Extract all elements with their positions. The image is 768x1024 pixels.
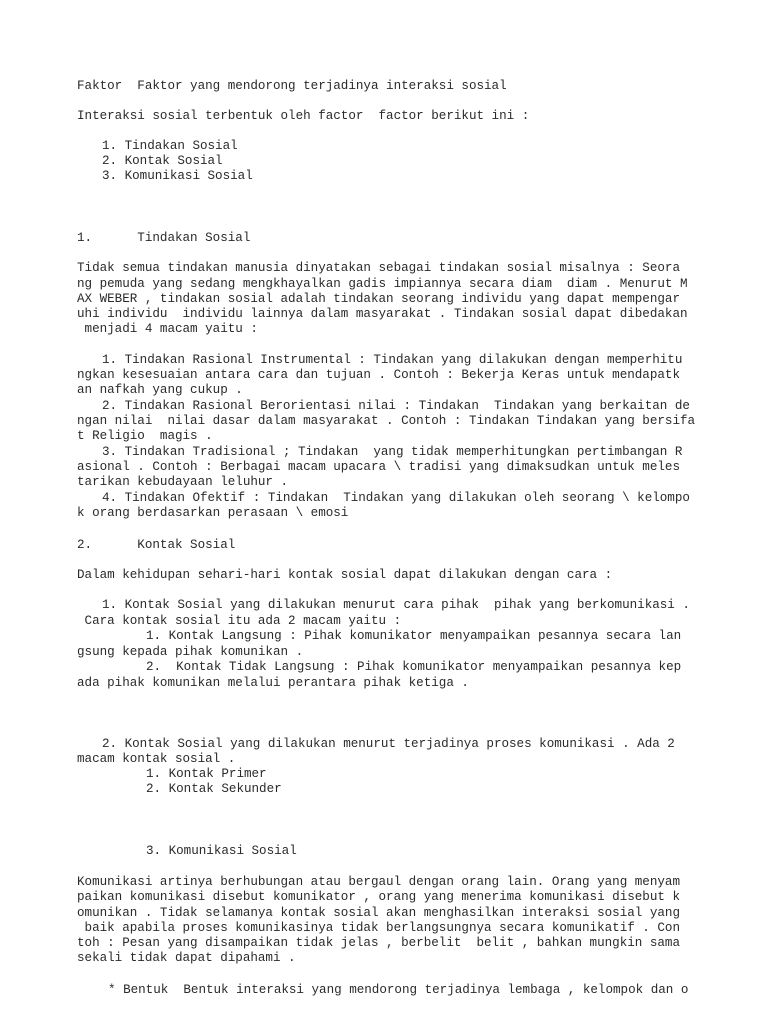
list-item-continued: an nafkah yang cukup . <box>77 383 243 397</box>
paragraph-line: menjadi 4 macam yaitu : <box>77 322 258 336</box>
list-item-continued: asional . Contoh : Berbagai macam upacara \ tradisi yang dimaksudkan untuk meles <box>77 460 680 474</box>
paragraph-line: Tidak semua tindakan manusia dinyatakan sebagai tindakan sosial misalnya : Seora <box>77 261 680 275</box>
section-heading: 2. Kontak Sosial <box>77 538 236 552</box>
paragraph-line: toh : Pesan yang disampaikan tidak jelas , berbelit belit , bahkan mungkin sama <box>77 936 680 950</box>
paragraph-line: uhi individu individu lainnya dalam masyarakat . Tindakan sosial dapat dibedakan <box>77 307 688 321</box>
paragraph-line: Dalam kehidupan sehari-hari kontak sosial dapat dilakukan dengan cara : <box>77 568 613 582</box>
sub-list-item: 1. Kontak Langsung : Pihak komunikator menyampaikan pesannya secara lan <box>146 629 682 643</box>
list-item-continued: macam kontak sosial . <box>77 752 236 766</box>
list-item: 3. Komunikasi Sosial <box>102 169 253 183</box>
list-item-continued: ngan nilai nilai dasar dalam masyarakat . Contoh : Tindakan Tindakan yang bersifa <box>77 414 696 428</box>
paragraph-line: ng pemuda yang sedang mengkhayalkan gadis impiannya secara diam diam . Menurut M <box>77 277 688 291</box>
sub-list-item: 2. Kontak Tidak Langsung : Pihak komunikator menyampaikan pesannya kep <box>146 660 682 674</box>
intro-text: Interaksi sosial terbentuk oleh factor factor berikut ini : <box>77 109 530 123</box>
paragraph-line: omunikan . Tidak selamanya kontak sosial akan menghasilkan interaksi sosial yang <box>77 906 680 920</box>
list-item: 1. Tindakan Sosial <box>102 139 238 153</box>
list-item-continued: Cara kontak sosial itu ada 2 macam yaitu : <box>77 614 402 628</box>
list-item-continued: t Religio magis . <box>77 429 213 443</box>
list-item: 1. Kontak Sosial yang dilakukan menurut cara pihak pihak yang berkomunikasi . <box>102 598 690 612</box>
list-item: 3. Tindakan Tradisional ; Tindakan yang tidak memperhitungkan pertimbangan R <box>102 445 683 459</box>
sub-list-item: 2. Kontak Sekunder <box>146 782 282 796</box>
paragraph-line: baik apabila proses komunikasinya tidak berlangsungnya secara komunikatif . Con <box>77 921 680 935</box>
paragraph-line: AX WEBER , tindakan sosial adalah tindakan seorang individu yang dapat mempengar <box>77 292 680 306</box>
sub-list-item: 1. Kontak Primer <box>146 767 267 781</box>
list-item-continued: tarikan kebudayaan leluhur . <box>77 475 289 489</box>
document-title: Faktor Faktor yang mendorong terjadinya interaksi sosial <box>77 79 507 93</box>
list-item: 2. Kontak Sosial yang dilakukan menurut terjadinya proses komunikasi . Ada 2 <box>102 737 675 751</box>
section-heading: 3. Komunikasi Sosial <box>146 844 297 858</box>
paragraph-line: paikan komunikasi disebut komunikator , orang yang menerima komunikasi disebut k <box>77 890 680 904</box>
list-item-continued: gsung kepada pihak komunikan . <box>77 645 304 659</box>
section-heading: 1. Tindakan Sosial <box>77 231 251 245</box>
list-item: 1. Tindakan Rasional Instrumental : Tindakan yang dilakukan dengan memperhitu <box>102 353 683 367</box>
paragraph-line: Komunikasi artinya berhubungan atau bergaul dengan orang lain. Orang yang menyam <box>77 875 680 889</box>
list-item-continued: k orang berdasarkan perasaan \ emosi <box>77 506 349 520</box>
list-item: 2. Kontak Sosial <box>102 154 223 168</box>
list-item-continued: ada pihak komunikan melalui perantara pihak ketiga . <box>77 676 469 690</box>
list-item: 2. Tindakan Rasional Berorientasi nilai : Tindakan Tindakan yang berkaitan de <box>102 399 690 413</box>
bullet-item: * Bentuk Bentuk interaksi yang mendorong terjadinya lembaga , kelompok dan o <box>108 983 689 997</box>
list-item: 4. Tindakan Ofektif : Tindakan Tindakan yang dilakukan oleh seorang \ kelompo <box>102 491 690 505</box>
paragraph-line: sekali tidak dapat dipahami . <box>77 951 296 965</box>
list-item-continued: ngkan kesesuaian antara cara dan tujuan . Contoh : Bekerja Keras untuk mendapatk <box>77 368 680 382</box>
